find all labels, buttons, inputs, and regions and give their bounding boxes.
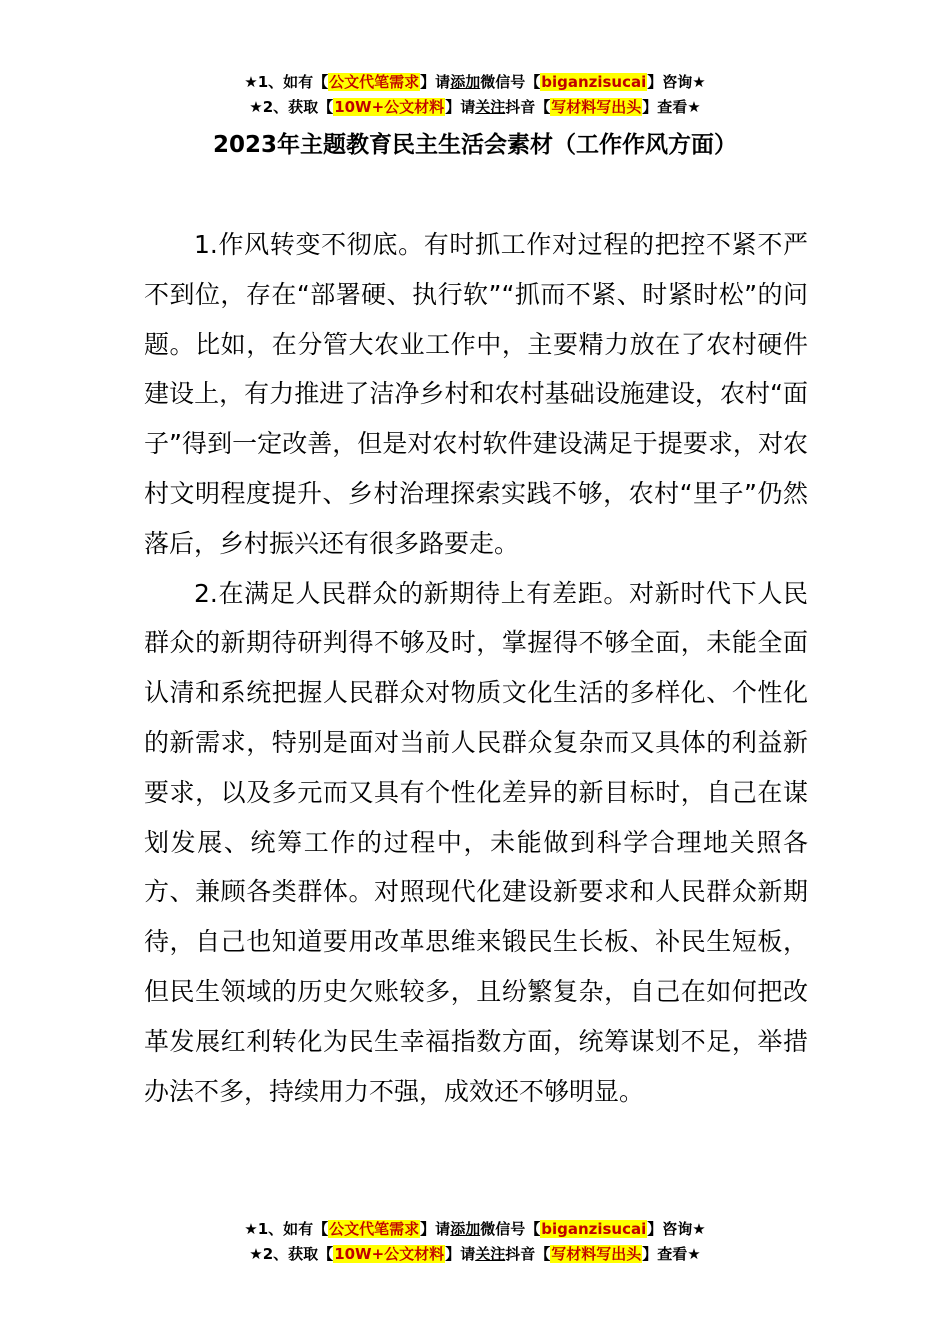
highlight-text: 10W+公文材料 <box>334 98 445 116</box>
highlight-text: 写材料写出头 <box>551 1245 642 1263</box>
highlight-text: 10W+公文材料 <box>334 1245 445 1263</box>
highlight-text: 公文代笔需求 <box>329 73 420 91</box>
document-title: 2023年主题教育民主生活会素材（工作作风方面） <box>212 132 737 158</box>
banner-text: 】请 <box>445 98 476 116</box>
footer-banner <box>0 1217 950 1267</box>
highlight-text: 写材料写出头 <box>551 98 642 116</box>
banner-text: 】查看★ <box>642 98 701 116</box>
banner-text: 】咨询★ <box>647 1220 706 1238</box>
highlight-text: 公文代笔需求 <box>329 1220 420 1238</box>
banner-text: 抖音【 <box>505 1245 551 1263</box>
banner-text: ★2、获取【 <box>249 98 334 116</box>
highlight-text: biganzisucai <box>541 1220 647 1238</box>
banner-text: 】查看★ <box>642 1245 701 1263</box>
banner-text: 】咨询★ <box>647 73 706 91</box>
banner-text: ★2、获取【 <box>249 1245 334 1263</box>
banner-line-1 <box>0 1217 950 1242</box>
banner-text: ★1、如有【 <box>244 1220 329 1238</box>
banner-text: 】请 <box>420 73 451 91</box>
paragraph: 1.作风转变不彻底。有时抓工作对过程的把控不紧不严不到位，存在“部署硬、执行软”“抓而不紧、时紧时松”的问题。比如，在分管大农业工作中，主要精力放在了农村硬件建设上，有力推进了洁净乡村和农村基础设施建设，农村“面子”得到一定改善，但是对农村软件建设满足于提要求，对农村文明程度提升、乡村治理探索实践不够，农村“里子”仍然落后，乡村振兴还有很多路要走。 <box>144 230 808 558</box>
banner-line-2 <box>0 1242 950 1267</box>
banner-text: 抖音【 <box>505 98 551 116</box>
underlined-text: 关注 <box>475 98 506 116</box>
banner-text: 】请 <box>420 1220 451 1238</box>
document-body <box>144 220 808 1116</box>
banner-line-2 <box>0 95 950 120</box>
banner-text: ★1、如有【 <box>244 73 329 91</box>
highlight-text: biganzisucai <box>541 73 647 91</box>
paragraph: 2.在满足人民群众的新期待上有差距。对新时代下人民群众的新期待研判得不够及时，掌握得不够全面，未能全面认清和系统把握人民群众对物质文化生活的多样化、个性化的新需求，特别是面对当前人民群众复杂而又具体的利益新要求，以及多元而又具有个性化差异的新目标时，自己在谋划发展、统筹工作的过程中，未能做到科学合理地关照各方、兼顾各类群体。对照现代化建设新要求和人民群众新期待，自己也知道要用改革思维来锻民生长板、补民生短板，但民生领域的历史欠账较多，且纷繁复杂，自己在如何把改革发展红利转化为民生幸福指数方面，统筹谋划不足，举措办法不多，持续用力不强，成效还不够明显。 <box>144 578 808 1106</box>
underlined-text: 添加 <box>450 73 481 91</box>
banner-text: 微信号【 <box>480 1220 541 1238</box>
banner-text: 】请 <box>445 1245 476 1263</box>
underlined-text: 添加 <box>450 1220 481 1238</box>
header-banner <box>0 70 950 120</box>
banner-text: 微信号【 <box>480 73 541 91</box>
banner-line-1 <box>0 70 950 95</box>
underlined-text: 关注 <box>475 1245 506 1263</box>
